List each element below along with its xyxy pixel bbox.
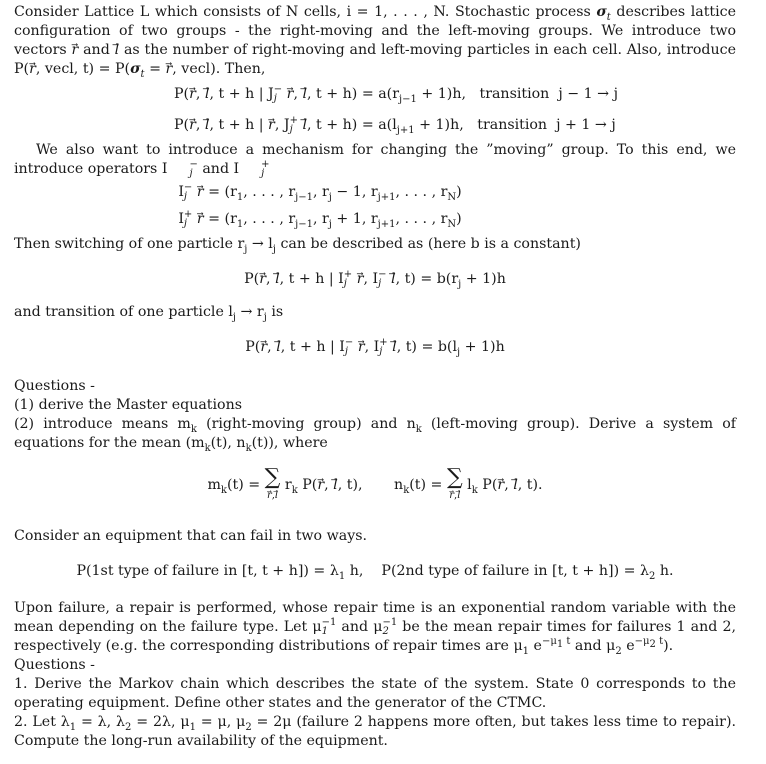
eq-means: $m_k(t)$ = ∑ r⃗,l $r_k$ P(r⃗, l⃗, t), $n_k(t)$ = ∑ r⃗,l $l_k$ P(r⃗, l⃗, t). bbox=[207, 465, 543, 501]
document-page bbox=[14, 3, 736, 751]
failure-probabilities: P(1st type of failure in [t, $t + h]) = \lambda_1$ h, P(2nd type of failure in [t, $t + h]) = \lambda_2$ h. bbox=[76, 563, 674, 582]
switching-text: Then switching of one particle $r_j \to l_j$ can be described as (here b is a constant) bbox=[14, 236, 581, 255]
repair-text: Upon failure, a repair is performed, whose repair time is an exponential random variable with the mean depending on the failure type. Let μ −1 1 and μ −1 2 be the mean repair times for failures 1 and 2, respectively (e.g. the corresponding distributions of repair times are $\mu_1$ $e^{-\mu_1 t}$ and $\mu_2$ $e^{-\mu_2 t}$). bbox=[14, 600, 737, 657]
mechanism-text: We also want to introduce a mechanism for changing the ”moving” group. To this end, we introduce operators I − j and I + j bbox=[14, 142, 736, 179]
equipment-question-2: 2. Let $\lambda_1 = \lambda$, $\lambda_2 = 2\lambda$, $\mu_1 = \mu$, $\mu_2 = 2\mu$ (failure 2 happens more often, but takes less time to repair). Compute the long-run availability of the equipment. bbox=[14, 714, 736, 749]
eq-operator-plus: I + j r⃗ = ($r_1$, . . . , $r_{j-1}$, $r_j + 1$, $r_{j+1}$, . . . , $r_N$) bbox=[178, 209, 462, 230]
eq-failure-1: P(1st type of failure in [t, $t + h]) = \lambda_1$ h bbox=[76, 563, 359, 582]
eq-switch-r-to-l: P(r⃗, l⃗, t + h | I + j r⃗, I − j l⃗, $t) = b(r_j + 1)h$ bbox=[244, 269, 506, 290]
transition-equations bbox=[174, 79, 618, 141]
eq-switch-l-to-r: P(r⃗, l⃗, t + h | I − j r⃗, I + j l⃗, $t) = b(l_j + 1)h$ bbox=[245, 337, 505, 358]
equipment-intro: Consider an equipment that can fail in two ways. bbox=[14, 528, 368, 544]
eq-failure-2: P(2nd type of failure in [t, $t + h]) = \lambda_2$ h. bbox=[381, 563, 674, 582]
eq-transition-1: P(r⃗, l⃗, t + h | J − j r⃗, l⃗, $t + h) = a(r_{j-1} + 1)h$, transition j − 1 → j bbox=[174, 84, 618, 105]
lattice-question-1: (1) derive the Master equations bbox=[14, 397, 242, 413]
eq-transition-2: P(r⃗, l⃗, t + h | r⃗, J + j l⃗, $t + h) = a(l_{j+1} + 1)h$, transition j + 1 → j bbox=[174, 115, 616, 136]
lattice-questions-heading: Questions - bbox=[14, 378, 95, 394]
equipment-questions-heading: Questions - bbox=[14, 657, 95, 673]
eq-operator-minus: I − j r⃗ = ($r_1$, . . . , $r_{j-1}$, $r_j - 1$, $r_{j+1}$, . . . , $r_N$) bbox=[178, 182, 462, 203]
lattice-intro: Consider Lattice L which consists of N cells, i = 1, . . . , N. Stochastic process $\sigma_t$ describes lattice configuration of two groups - the right-moving and the left-moving groups. We introduce two vectors r⃗ and l⃗ as the number of right-moving and left-moving particles in each cell. Also, introduce P(r⃗, vecl, $t) = P(\sigma_t$ = r⃗, vecl). Then, bbox=[14, 4, 736, 80]
equipment-question-1: 1. Derive the Markov chain which describes the state of the system. State 0 corresponds to the operating equipment. Define other states and the generator of the CTMC. bbox=[14, 676, 736, 711]
lattice-question-2: (2) introduce means $m_k$ (right-moving group) and $n_k$ (left-moving group). Derive a system of equations for the mean ($m_k(t)$, $n_k(t)$), where bbox=[14, 416, 736, 454]
transition-text: and transition of one particle $l_j \to r_j$ is bbox=[14, 304, 284, 323]
